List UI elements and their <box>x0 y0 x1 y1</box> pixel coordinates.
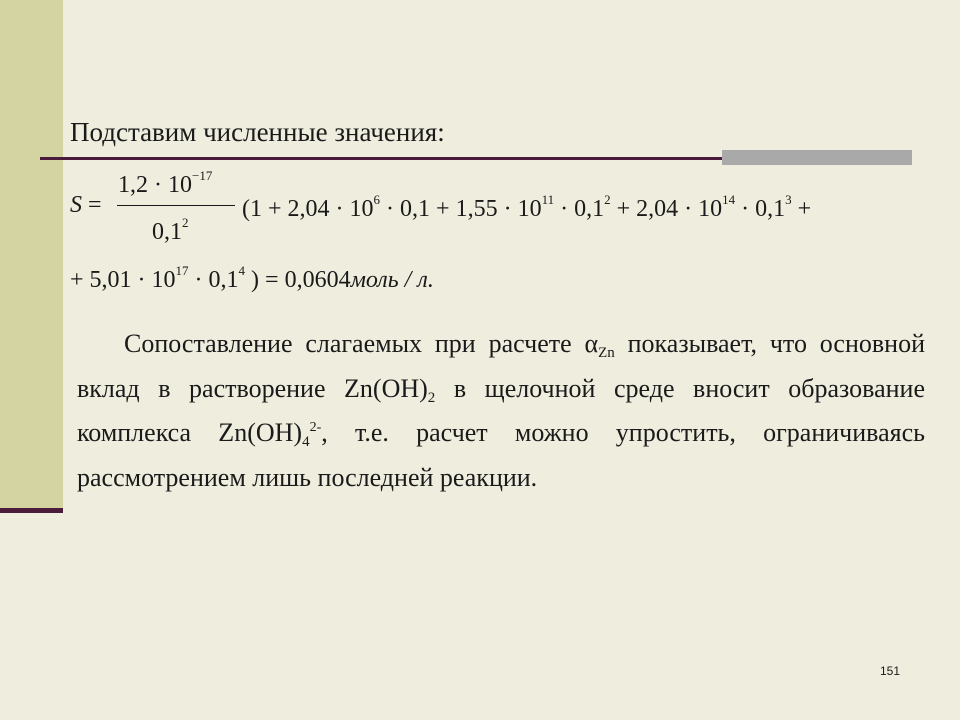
equation-lhs: S <box>70 192 82 218</box>
side-accent-rule <box>0 508 63 513</box>
page-number: 151 <box>880 664 901 678</box>
equation-line-1: ($1 + 2,04 \cdot 10^6 \cdot 0,1 + 1,55 \cdot 10^{11} \cdot 0,1^2 + 2,04 \cdot 10^{14} \cdot 0,1^3$ + <box>242 192 812 222</box>
fraction-denominator: $0,1^2$ <box>152 215 189 245</box>
explanation-paragraph: Сопоставление слагаемых при расчете $\alpha_{Zn}$ показывает, что основной вклад в растворение $Zn(OH)_2$ в щелочной среде вносит образование комплекса $Zn(OH)_4^{2-}$, т.е. расчет можно упростить, ограничиваясь рассмотрением лишь последней реакции. <box>77 329 925 492</box>
equation-line-2: + $5,01 \cdot 10^{17} \cdot 0,1^4$ ) = 0,0604моль / л. <box>70 263 434 293</box>
title-accent-block <box>722 150 912 165</box>
fraction-numerator: $1,2 \cdot 10^{-17}$ <box>118 168 213 198</box>
fraction-line <box>117 205 235 206</box>
alpha-symbol: α <box>584 329 599 358</box>
slide-heading: Подставим численные значения: <box>70 117 445 147</box>
side-accent-bar <box>0 0 63 512</box>
